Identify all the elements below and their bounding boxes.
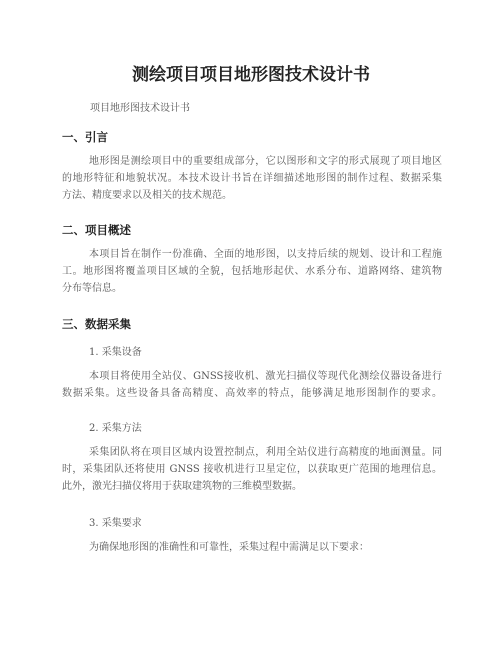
requirement-paragraph: [62, 539, 442, 556]
section-heading-collection: 三、数据采集: [62, 317, 131, 331]
text-line: 为确保地形图的准确性和可靠性，采集过程中需满足以下要求：: [89, 542, 369, 553]
method-paragraph: [62, 444, 442, 495]
text-line: 采集团队将在项目区域内设置控制点，利用全站仪进行高精度的地面测量。同: [89, 447, 442, 458]
subsection-title-equipment: 1. 采集设备: [89, 347, 142, 358]
text-line: 地形图是测绘项目中的重要组成部分，它以图形和文字的形式展现了项目地区: [89, 156, 442, 167]
equipment-paragraph: [62, 368, 442, 402]
text-line: 工。地形图将覆盖项目区域的全貌，包括地形起伏、水系分布、道路网络、建筑物: [62, 266, 442, 277]
text-line: 本项目将使用全站仪、GNSS接收机、激光扫描仪等现代化测绘仪器设备进行: [89, 371, 442, 382]
text-line: 本项目旨在制作一份准确、全面的地形图，以支持后续的规划、设计和工程施: [89, 249, 442, 260]
text-line: 此外，激光扫描仪将用于获取建筑物的三维模型数据。: [62, 481, 302, 492]
document-subtitle: 项目地形图技术设计书: [90, 103, 190, 114]
document-title: 测绘项目项目地形图技术设计书: [132, 65, 370, 85]
subsection-title-method: 2. 采集方法: [89, 423, 142, 434]
text-line: 数据采集。这些设备具备高精度、高效率的特点，能够满足地形图制作的要求。: [62, 388, 442, 399]
intro-paragraph: [62, 153, 442, 204]
text-line: 分布等信息。: [62, 283, 122, 294]
subsection-title-requirement: 3. 采集要求: [89, 518, 142, 529]
overview-paragraph: [62, 246, 442, 297]
text-line: 方法、精度要求以及相关的技术规范。: [62, 190, 232, 201]
text-line: 的地形特征和地貌状况。本技术设计书旨在详细描述地形图的制作过程、数据采集: [62, 173, 442, 184]
text-line: 时，采集团队还将使用 GNSS 接收机进行卫星定位，以获取更广范围的地理信息。: [62, 464, 442, 475]
section-heading-intro: 一、引言: [62, 130, 108, 144]
section-heading-overview: 二、项目概述: [62, 223, 131, 237]
